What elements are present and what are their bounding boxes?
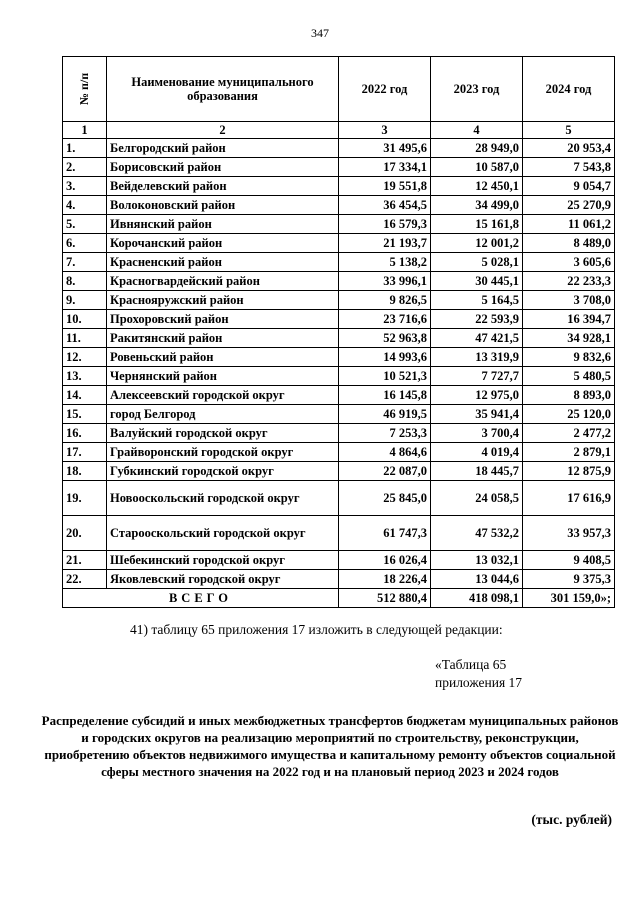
value-2024: 25 120,0 [523, 405, 615, 424]
value-2023: 4 019,4 [431, 443, 523, 462]
column-index: 5 [523, 122, 615, 139]
caption-table-number: «Таблица 65 [435, 657, 507, 672]
municipality-name: Борисовский район [107, 158, 339, 177]
row-number: 4. [63, 196, 107, 215]
value-2022: 10 521,3 [339, 367, 431, 386]
table-row [63, 443, 615, 462]
value-2023: 3 700,4 [431, 424, 523, 443]
page-number: 347 [311, 26, 329, 40]
municipality-name: Старооскольский городской округ [107, 516, 339, 551]
municipality-name: Волоконовский район [107, 196, 339, 215]
row-number: 20. [63, 516, 107, 551]
value-2022: 31 495,6 [339, 139, 431, 158]
table-row [63, 462, 615, 481]
value-2022: 9 826,5 [339, 291, 431, 310]
table-header-row [63, 57, 615, 122]
value-2022: 22 087,0 [339, 462, 431, 481]
value-2023: 34 499,0 [431, 196, 523, 215]
column-index: 1 [63, 122, 107, 139]
value-2022: 21 193,7 [339, 234, 431, 253]
caption-appendix: приложения 17 [435, 675, 523, 690]
header-number: № п/п [63, 57, 107, 122]
municipality-name: Краснояружский район [107, 291, 339, 310]
value-2023: 22 593,9 [431, 310, 523, 329]
municipality-name: Ракитянский район [107, 329, 339, 348]
value-2024: 11 061,2 [523, 215, 615, 234]
municipality-name: Корочанский район [107, 234, 339, 253]
row-number: 22. [63, 570, 107, 589]
value-2024: 8 893,0 [523, 386, 615, 405]
municipality-name: Прохоровский район [107, 310, 339, 329]
value-2022: 7 253,3 [339, 424, 431, 443]
table-row [63, 310, 615, 329]
value-2023: 28 949,0 [431, 139, 523, 158]
column-index-row [63, 122, 615, 139]
value-2024: 22 233,3 [523, 272, 615, 291]
municipality-name: город Белгород [107, 405, 339, 424]
value-2023: 30 445,1 [431, 272, 523, 291]
row-number: 7. [63, 253, 107, 272]
municipality-name: Яковлевский городской округ [107, 570, 339, 589]
value-2024: 3 708,0 [523, 291, 615, 310]
value-2024: 9 408,5 [523, 551, 615, 570]
row-number: 13. [63, 367, 107, 386]
table-row [63, 367, 615, 386]
row-number: 12. [63, 348, 107, 367]
row-number: 21. [63, 551, 107, 570]
row-number: 16. [63, 424, 107, 443]
value-2023: 47 532,2 [431, 516, 523, 551]
municipality-name: Белгородский район [107, 139, 339, 158]
table-row [63, 405, 615, 424]
table-row [63, 516, 615, 551]
value-2023: 12 001,2 [431, 234, 523, 253]
value-2023: 7 727,7 [431, 367, 523, 386]
table-row [63, 272, 615, 291]
value-2024: 9 375,3 [523, 570, 615, 589]
table-row [63, 386, 615, 405]
municipality-name: Ровеньский район [107, 348, 339, 367]
value-2022: 5 138,2 [339, 253, 431, 272]
value-2022: 23 716,6 [339, 310, 431, 329]
value-2022: 25 845,0 [339, 481, 431, 516]
budget-table [62, 56, 615, 608]
total-2022: 512 880,4 [339, 589, 431, 608]
value-2023: 10 587,0 [431, 158, 523, 177]
total-label: ВСЕГО [63, 589, 339, 608]
value-2024: 33 957,3 [523, 516, 615, 551]
value-2023: 12 975,0 [431, 386, 523, 405]
municipality-name: Чернянский район [107, 367, 339, 386]
value-2024: 7 543,8 [523, 158, 615, 177]
municipality-name: Красненский район [107, 253, 339, 272]
value-2022: 17 334,1 [339, 158, 431, 177]
value-2023: 24 058,5 [431, 481, 523, 516]
value-2024: 2 477,2 [523, 424, 615, 443]
row-number: 9. [63, 291, 107, 310]
table-row [63, 551, 615, 570]
value-2022: 52 963,8 [339, 329, 431, 348]
value-2023: 13 319,9 [431, 348, 523, 367]
value-2022: 61 747,3 [339, 516, 431, 551]
row-number: 10. [63, 310, 107, 329]
value-2023: 18 445,7 [431, 462, 523, 481]
total-2024: 301 159,0»; [523, 589, 615, 608]
table-row [63, 291, 615, 310]
value-2022: 18 226,4 [339, 570, 431, 589]
value-2022: 33 996,1 [339, 272, 431, 291]
value-2023: 35 941,4 [431, 405, 523, 424]
value-2022: 16 026,4 [339, 551, 431, 570]
table-row [63, 424, 615, 443]
municipality-name: Ивнянский район [107, 215, 339, 234]
row-number: 1. [63, 139, 107, 158]
row-number: 14. [63, 386, 107, 405]
row-number: 8. [63, 272, 107, 291]
table-row [63, 570, 615, 589]
value-2024: 20 953,4 [523, 139, 615, 158]
value-2024: 9 832,6 [523, 348, 615, 367]
value-2024: 17 616,9 [523, 481, 615, 516]
total-row [63, 589, 615, 608]
value-2023: 5 164,5 [431, 291, 523, 310]
value-2023: 47 421,5 [431, 329, 523, 348]
value-2022: 46 919,5 [339, 405, 431, 424]
value-2022: 14 993,6 [339, 348, 431, 367]
value-2024: 12 875,9 [523, 462, 615, 481]
value-2024: 8 489,0 [523, 234, 615, 253]
table-row [63, 139, 615, 158]
municipality-name: Вейделевский район [107, 177, 339, 196]
value-2022: 36 454,5 [339, 196, 431, 215]
value-2023: 12 450,1 [431, 177, 523, 196]
table-row [63, 348, 615, 367]
instruction-text: 41) таблицу 65 приложения 17 изложить в следующей редакции: [130, 622, 503, 637]
total-2023: 418 098,1 [431, 589, 523, 608]
municipality-name: Грайворонский городской округ [107, 443, 339, 462]
value-2024: 5 480,5 [523, 367, 615, 386]
value-2024: 25 270,9 [523, 196, 615, 215]
units-label: (тыс. рублей) [531, 812, 612, 827]
row-number: 18. [63, 462, 107, 481]
table-row [63, 158, 615, 177]
table-row [63, 215, 615, 234]
value-2023: 15 161,8 [431, 215, 523, 234]
header-2022: 2022 год [339, 57, 431, 122]
value-2024: 2 879,1 [523, 443, 615, 462]
table-caption [435, 656, 522, 692]
municipality-name: Валуйский городской округ [107, 424, 339, 443]
table-row [63, 481, 615, 516]
municipality-name: Губкинский городской округ [107, 462, 339, 481]
value-2023: 13 044,6 [431, 570, 523, 589]
row-number: 2. [63, 158, 107, 177]
value-2024: 9 054,7 [523, 177, 615, 196]
table-row [63, 329, 615, 348]
section-heading: Распределение субсидий и иных межбюджетных трансфертов бюджетам муниципальных районов и городских округов на реализацию мероприятий по строительству, реконструкции, приобретению объектов недвижимого имущества и капитальному ремонту объектов социальной сферы местного значения на 2022 год и на плановый период 2023 и 2024 годов [41, 713, 619, 779]
value-2022: 4 864,6 [339, 443, 431, 462]
header-2024: 2024 год [523, 57, 615, 122]
row-number: 11. [63, 329, 107, 348]
row-number: 17. [63, 443, 107, 462]
row-number: 3. [63, 177, 107, 196]
value-2022: 16 145,8 [339, 386, 431, 405]
value-2024: 34 928,1 [523, 329, 615, 348]
column-index: 4 [431, 122, 523, 139]
column-index: 2 [107, 122, 339, 139]
value-2022: 16 579,3 [339, 215, 431, 234]
value-2023: 5 028,1 [431, 253, 523, 272]
column-index: 3 [339, 122, 431, 139]
value-2022: 19 551,8 [339, 177, 431, 196]
row-number: 15. [63, 405, 107, 424]
row-number: 5. [63, 215, 107, 234]
header-name: Наименование муниципального образования [107, 57, 339, 122]
table-row [63, 234, 615, 253]
municipality-name: Новооскольский городской округ [107, 481, 339, 516]
table-row [63, 253, 615, 272]
table-row [63, 177, 615, 196]
value-2023: 13 032,1 [431, 551, 523, 570]
row-number: 19. [63, 481, 107, 516]
municipality-name: Алексеевский городской округ [107, 386, 339, 405]
row-number: 6. [63, 234, 107, 253]
table-row [63, 196, 615, 215]
municipality-name: Шебекинский городской округ [107, 551, 339, 570]
value-2024: 3 605,6 [523, 253, 615, 272]
header-2023: 2023 год [431, 57, 523, 122]
municipality-name: Красногвардейский район [107, 272, 339, 291]
value-2024: 16 394,7 [523, 310, 615, 329]
